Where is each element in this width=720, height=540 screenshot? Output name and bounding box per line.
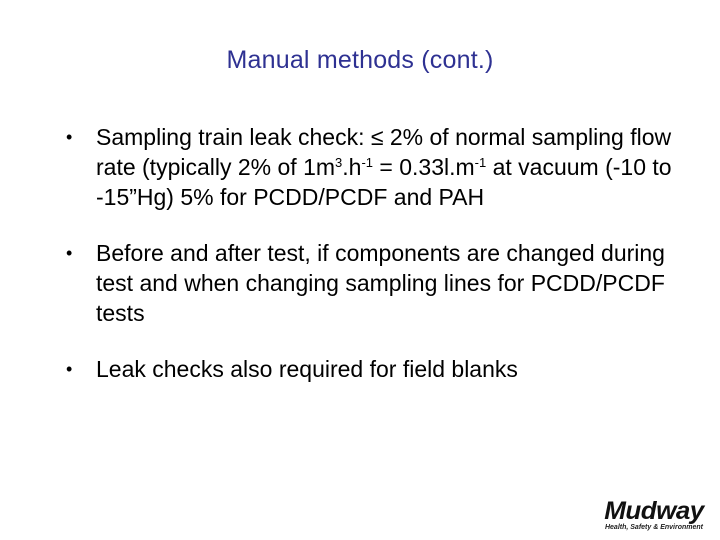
superscript: -1	[474, 155, 487, 170]
bullet-text: Leak checks also required for field blanks	[96, 356, 518, 382]
logo-tagline: Health, Safety & Environment	[604, 524, 704, 531]
bullet-item-field-blanks	[64, 354, 704, 384]
slide-title: Manual methods (cont.)	[226, 46, 494, 74]
bullet-item-before-after	[64, 238, 704, 328]
logo-wordmark: Mudway	[604, 497, 704, 525]
bullet-text: Before and after test, if components are changed during test and when changing sampling lines for PCDD/PCDF tests	[96, 240, 665, 326]
bullet-text-part: at vacuum (-10 to -15”Hg) 5% for PCDD/PCDF and PAH	[96, 154, 672, 210]
bullet-text-part: .h	[342, 154, 362, 180]
bullet-text-part: = 0.33l.m	[373, 154, 475, 180]
superscript: 3	[335, 155, 343, 170]
mudway-logo	[601, 499, 707, 532]
bullet-list	[64, 122, 704, 384]
bullet-dot: •	[66, 243, 73, 263]
bullet-dot: •	[66, 359, 73, 379]
superscript: -1	[361, 155, 374, 170]
bullet-text	[96, 124, 672, 210]
bullet-dot: •	[66, 127, 73, 147]
bullet-item-leak-check	[64, 122, 704, 212]
bullet-text-part: Sampling train leak check: ≤ 2% of normal sampling flow rate (typically 2% of 1m	[96, 124, 672, 180]
